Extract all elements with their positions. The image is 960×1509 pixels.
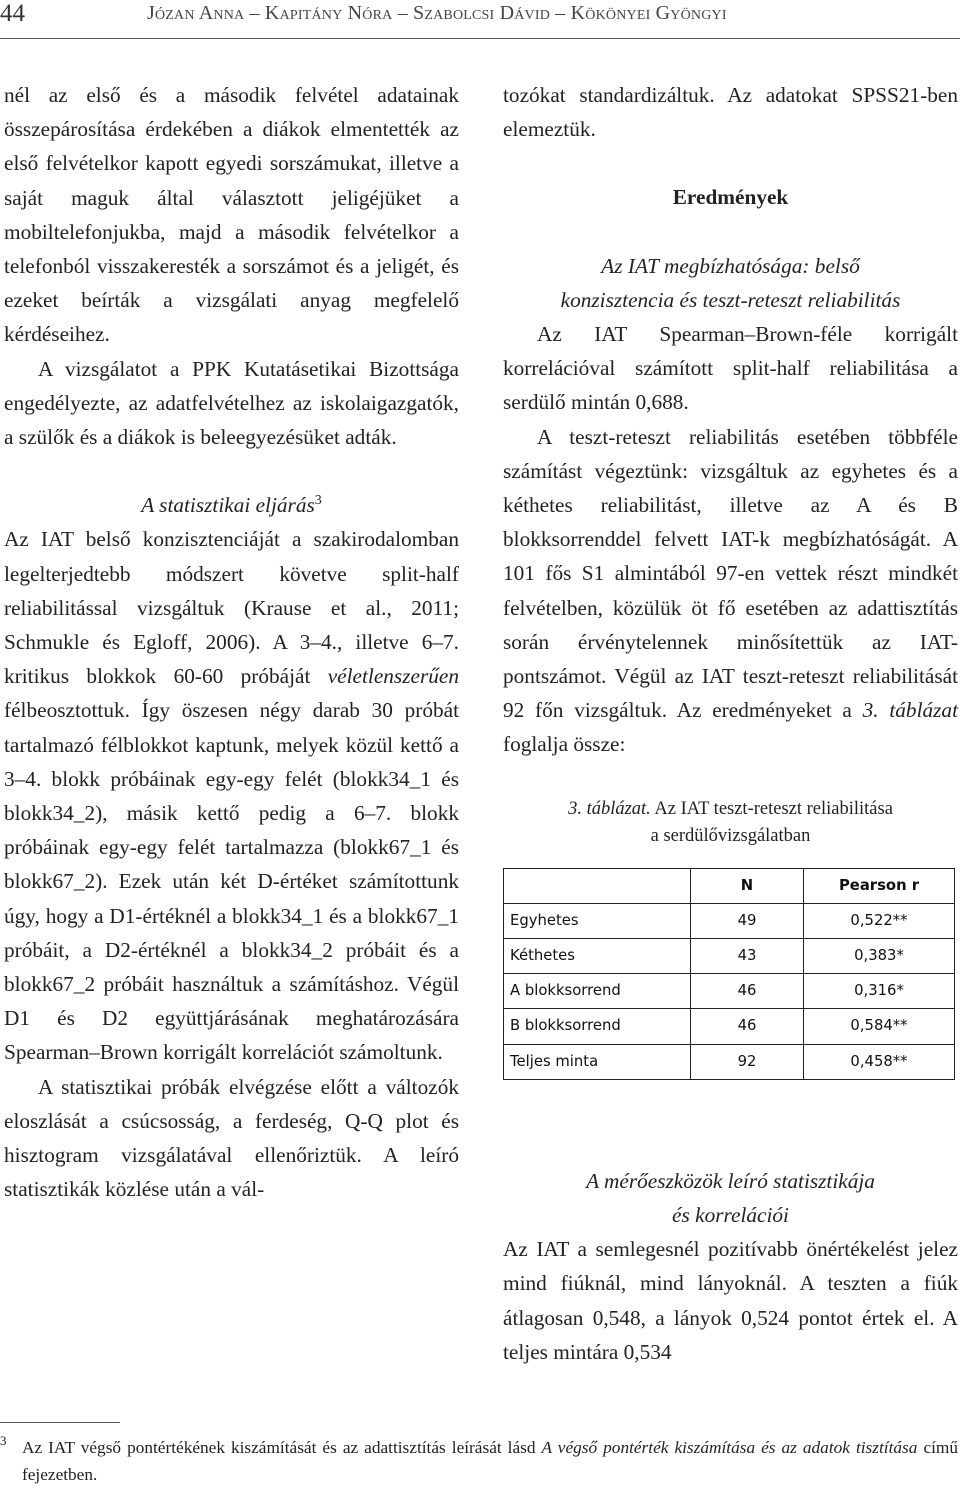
table-cell: 0,522**	[804, 903, 955, 938]
table-cell: 0,316*	[804, 974, 955, 1009]
table-cell: A blokksorrend	[504, 974, 691, 1009]
table-row	[504, 1044, 955, 1079]
footnote-mark: 3	[0, 1433, 7, 1448]
reliability-table	[503, 868, 955, 1080]
footnote-text: Az IAT végső pontértékének kiszámítását és az adattisztítás leírását lásd A végső pontérték kiszámítása és az adatok tisztítása című fejezetben.	[22, 1438, 958, 1484]
footnote-divider	[0, 1422, 120, 1423]
paragraph-split-half-result: Az IAT Spearman–Brown-féle korrigált korrelációval számított split-half reliabilitása a serdülő mintán 0,688.	[503, 322, 958, 415]
table-caption-label: 3. táblázat.	[568, 798, 651, 819]
table-cell: 43	[691, 939, 804, 974]
table-cell: 0,458**	[804, 1044, 955, 1079]
paragraph-split-half-method: Az IAT belső konzisztenciáját a szakirodalomban legelterjedtebb módszert követve split-half reliabilitással vizsgáltuk (Krause et al., 2011; Schmukle és Egloff, 2006). A 3–4., illetve 6–7. kritikus blokkok 60-60 próbáját véletlenszerűen félbeosztottuk. Így öszesen négy darab 30 próbát tartalmazó félblokkot kaptunk, melyek közül kettő a 3–4. blokk próbáinak egy-egy felét (blokk34_1 és blokk34_2), másik kettő pedig a 6–7. blokk próbáinak egy-egy felét tartalmazza (blokk67_1 és blokk67_2). Ezek után két D-értéket számítottunk úgy, hogy a D1-értéknél a blokk34_1 és a blokk67_1 próbáit, a D2-értéknél a blokk34_2 próbáit és a blokk67_2 próbáit használtuk a számításhoz. Végül D1 és D2 együttjárásának meghatározására Spearman–Brown korrigált korrelációt számoltunk.	[4, 527, 459, 1065]
table-row	[504, 939, 955, 974]
table-cell: 0,584**	[804, 1009, 955, 1044]
footnote	[0, 1434, 958, 1488]
table-row	[504, 974, 955, 1009]
paragraph-ethics-approval: A vizsgálatot a PPK Kutatásetikai Bizottsága engedélyezte, az adatfelvételhez az iskolaigazgatók, a szülők és a diákok is beleegyezésüket adták.	[4, 356, 459, 450]
paragraph-distribution-check: A statisztikai próbák elvégzése előtt a változók eloszlását a csúcsosság, a ferdeség, Q-Q plot és hisztogram vizsgálatával ellenőriztük. A leíró statisztikák közlése után a vál-	[4, 1074, 459, 1202]
table-header-cell: N	[691, 868, 804, 903]
table-row	[504, 903, 955, 938]
table-caption-line2: a serdülővizsgálatban	[650, 825, 811, 846]
paragraph-iat-self-esteem: Az IAT a semlegesnél pozitívabb önértékelést jelez mind fiúknál, mind lányoknál. A teszten a fiúk átlagosan 0,548, a lányok 0,524 pontot értek el. A teljes mintára 0,534	[503, 1237, 958, 1364]
table-cell: B blokksorrend	[504, 1009, 691, 1044]
paragraph-continued: tozókat standardizáltuk. Az adatokat SPSS21-ben elemeztük.	[503, 83, 958, 142]
subheading-iat-reliability-line1: Az IAT megbízhatósága: belső	[601, 253, 860, 278]
table-cell: 46	[691, 1009, 804, 1044]
right-column	[503, 78, 958, 1369]
paragraph-data-pairing: nél az első és a második felvétel adatainak összepárosítása érdekében a diákok elmentették az első felvételkor kapott egyedi sorszámukat, illetve a saját maguk által választott jeligéjüket a mobiltelefonjukba, majd a második felvételkor a telefonból visszakeresték a sorszámot és a jeligét, és ezeket beírták a vizsgálati anyag megfelelő kérdéseihez.	[4, 83, 459, 347]
table-cell: Kéthetes	[504, 939, 691, 974]
footnote-reference: 3	[314, 493, 322, 509]
page-number: 44	[0, 0, 25, 27]
left-column	[4, 78, 459, 1207]
table-header-cell: Pearson r	[804, 868, 955, 903]
paragraph-test-retest: A teszt-reteszt reliabilitás esetében többféle számítást végeztünk: vizsgáltuk az egyhetes és a kéthetes reliabilitást, illetve az A és B blokksorrenddel felvett IAT-k megbízhatóságát. A 101 fős S1 almintából 97-en vettek részt mindkét felvételben, közülük öt fő esetében az adattisztítás során érvénytelennek minősítettük az IAT-pontszámot. Végül az IAT teszt-reteszt reliabilitását 92 főn vizsgáltuk. Az eredményeket a 3. táblázat foglalja össze:	[503, 424, 958, 757]
table-cell: 92	[691, 1044, 804, 1079]
subheading-statistical-procedure: A statisztikai eljárás$^3$	[141, 493, 322, 518]
table-header-row	[504, 868, 955, 903]
table-cell: 46	[691, 974, 804, 1009]
subheading-iat-reliability-line2: konzisztencia és teszt-reteszt reliabilitás	[560, 287, 901, 312]
section-heading-results: Eredmények	[672, 185, 789, 210]
running-head-authors: Józan Anna – Kapitány Nóra – Szabolcsi Dávid – Kökönyei Gyöngyi	[147, 2, 727, 24]
table-caption: 3. táblázat. Az IAT teszt-reteszt reliabilitása	[568, 798, 893, 819]
page-header	[0, 0, 960, 39]
table-cell: 0,383*	[804, 939, 955, 974]
subheading-descriptive-stats-line1: A mérőeszközök leíró statisztikája	[586, 1168, 875, 1193]
subheading-descriptive-stats-line2: és korrelációi	[672, 1203, 789, 1228]
table-cell: Egyhetes	[504, 903, 691, 938]
table-header-cell	[504, 868, 691, 903]
table-cell: Teljes minta	[504, 1044, 691, 1079]
table-row	[504, 1009, 955, 1044]
table-cell: 49	[691, 903, 804, 938]
